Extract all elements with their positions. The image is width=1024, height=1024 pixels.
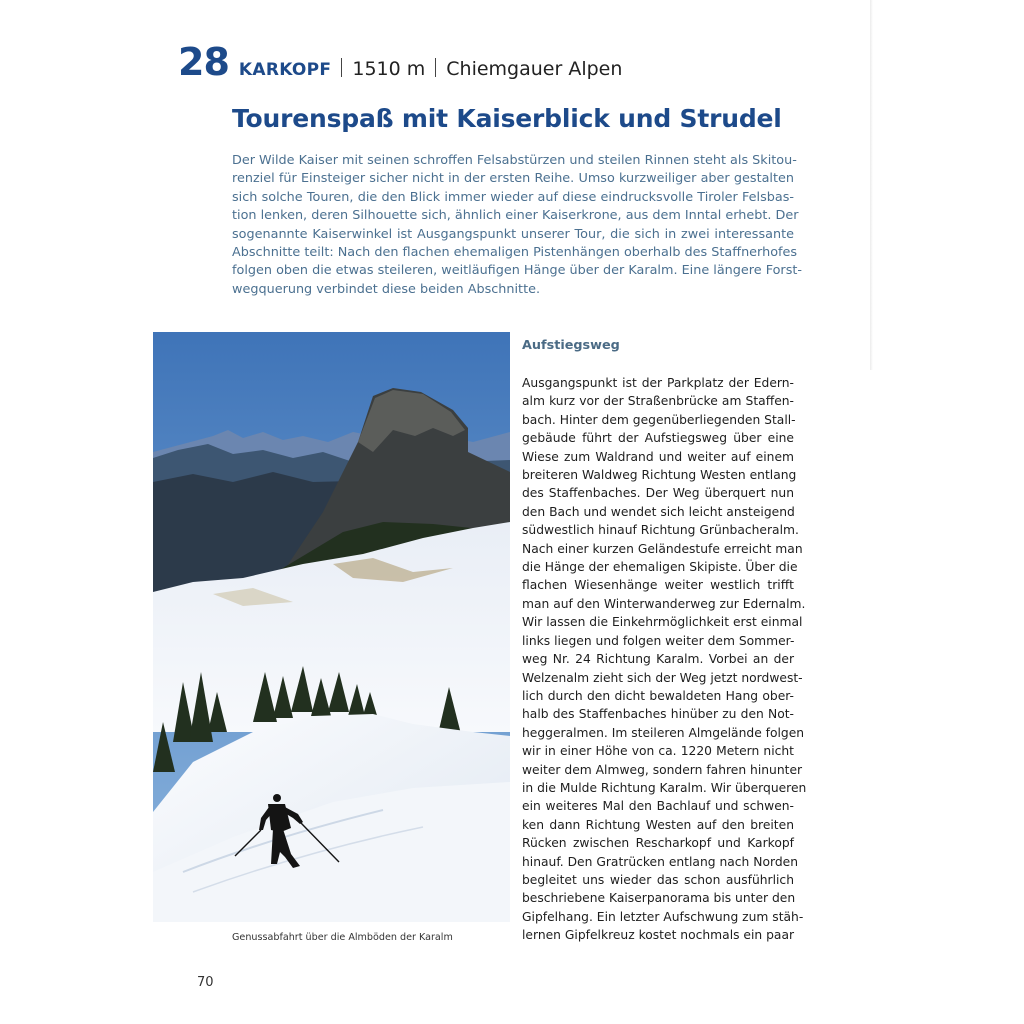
intro-line: sich solche Touren, die den Blick immer wieder auf diese eindrucksvolle Tiroler Felsbas-	[232, 189, 794, 205]
intro-line: sogenannte Kaiserwinkel ist Ausgangspunkt unserer Tour, die sich in zwei interessante	[232, 226, 794, 242]
body-line: heggeralmen. Im steileren Almgelände folgen	[522, 725, 805, 740]
summit-name: KARKOPF	[238, 60, 332, 80]
body-line: Wir lassen die Einkehrmöglichkeit erst einmal	[522, 615, 803, 630]
header-separator	[435, 58, 436, 77]
tour-number: 28	[178, 40, 229, 84]
body-text	[522, 374, 807, 945]
intro-line: wegquerung verbindet diese beiden Abschnitte.	[232, 281, 541, 297]
body-line: links liegen und folgen weiter dem Sommer-	[522, 633, 795, 648]
intro-line: tion lenken, deren Silhouette sich, ähnlich einer Kaiserkrone, aus dem Inntal erhebt. Der	[232, 208, 799, 224]
body-line: lich durch den dicht bewaldeten Hang ober-	[522, 688, 794, 703]
body-line: Nach einer kurzen Geländestufe erreicht man	[522, 541, 803, 556]
page-edge-shadow	[870, 0, 873, 370]
summit-elevation: 1510 m	[352, 58, 426, 80]
body-line: ken dann Richtung Westen auf den breiten	[522, 817, 794, 832]
body-line: Gipfelhang. Ein letzter Aufschwung zum stäh-	[522, 909, 804, 924]
intro-paragraph	[232, 152, 802, 299]
body-line: halb des Staffenbaches hinüber zu den Not-	[522, 707, 794, 722]
body-line: gebäude führt der Aufstiegsweg über eine	[522, 431, 794, 446]
page-title: Tourenspaß mit Kaiserblick und Strudel	[232, 104, 782, 133]
body-line: man auf den Winterwanderweg zur Edernalm.	[522, 596, 806, 611]
body-line: weiter dem Almweg, sondern fahren hinunter	[522, 762, 803, 777]
intro-line: folgen oben die etwas steileren, weitläufigen Hänge über der Karalm. Eine längere Forst-	[232, 263, 802, 279]
body-line: ein weiteres Mal den Bachlauf und schwen-	[522, 799, 794, 814]
body-line: Rücken zwischen Rescharkopf und Karkopf	[522, 836, 794, 851]
body-line: den Bach und wendet sich leicht ansteigend	[522, 504, 795, 519]
body-line: beschriebene Kaiserpanorama bis unter den	[522, 891, 796, 906]
body-line: breiteren Waldweg Richtung Westen entlang	[522, 468, 797, 483]
tour-header	[178, 40, 622, 84]
photo-caption: Genussabfahrt über die Almböden der Karalm	[232, 932, 453, 943]
body-line: hinauf. Den Gratrücken entlang nach Norden	[522, 854, 798, 869]
intro-line: Abschnitte teilt: Nach den flachen ehemaligen Pistenhängen oberhalb des Staffnerhofes	[232, 245, 798, 261]
body-line: Ausgangspunkt ist der Parkplatz der Edern-	[522, 376, 794, 390]
body-line: Wiese zum Waldrand und weiter auf einem	[522, 449, 794, 464]
body-line: weg Nr. 24 Richtung Karalm. Vorbei an der	[522, 652, 794, 667]
intro-line: renziel für Einsteiger sicher nicht in der ersten Reihe. Umso kurzweiliger aber gestalten	[232, 171, 794, 187]
header-separator	[341, 58, 342, 77]
body-line: flachen Wiesenhänge weiter westlich trifft	[522, 578, 794, 593]
ski-photo	[153, 332, 510, 922]
body-line: südwestlich hinauf Richtung Grünbacheralm.	[522, 523, 799, 538]
mountain-region: Chiemgauer Alpen	[446, 58, 623, 80]
body-line: in die Mulde Richtung Karalm. Wir überqueren	[522, 780, 807, 795]
body-line: begleitet uns wieder das schon ausführlich	[522, 872, 794, 887]
section-heading: Aufstiegsweg	[522, 338, 620, 353]
body-line: alm kurz vor der Straßenbrücke am Staffen-	[522, 394, 794, 409]
body-line: lernen Gipfelkreuz kostet nochmals ein paar	[522, 928, 795, 943]
body-line: wir in einer Höhe von ca. 1220 Metern nicht	[522, 744, 794, 759]
body-line: des Staffenbaches. Der Weg überquert nun	[522, 486, 794, 501]
body-line: Welzenalm zieht sich der Weg jetzt nordwest-	[522, 670, 803, 685]
body-line: die Hänge der ehemaligen Skipiste. Über die	[522, 560, 798, 575]
intro-line: Der Wilde Kaiser mit seinen schroffen Felsabstürzen und steilen Rinnen steht als Skitou-	[232, 153, 797, 168]
body-line: bach. Hinter dem gegenüberliegenden Stall-	[522, 412, 796, 427]
page-number: 70	[197, 975, 214, 990]
